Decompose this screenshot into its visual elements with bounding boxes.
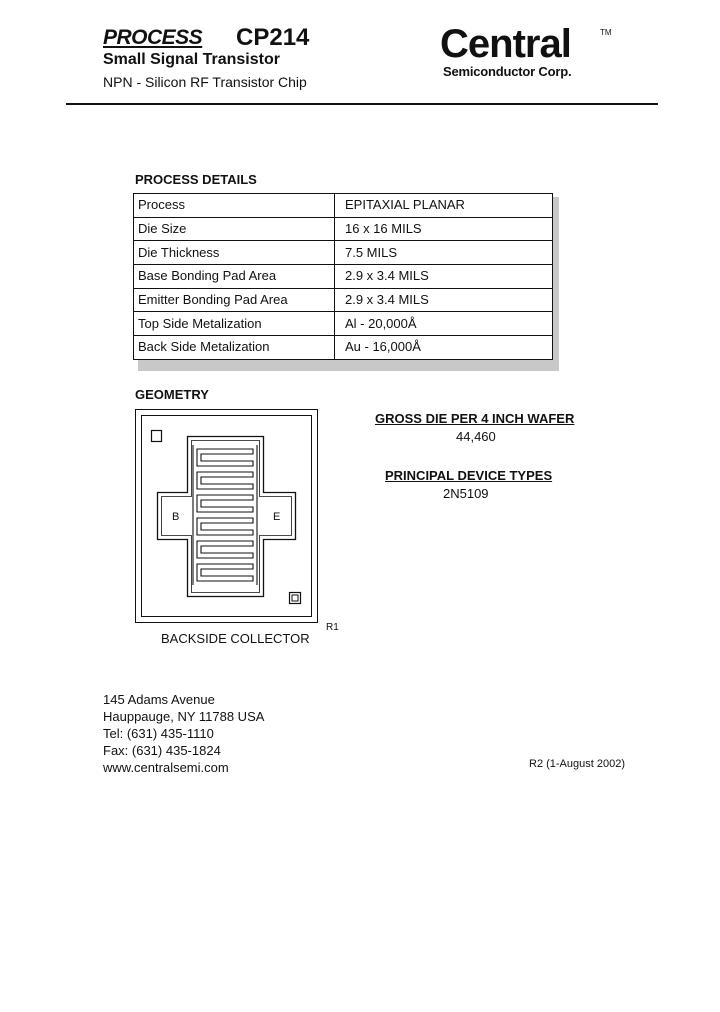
address-street: 145 Adams Avenue [103,692,215,707]
detail-label: Back Side Metalization [134,336,335,360]
address-city: Hauppauge, NY 11788 USA [103,709,265,724]
alignment-mark-icon [290,593,301,604]
detail-value: 16 x 16 MILS [335,217,553,241]
detail-label: Process [134,194,335,218]
address-phone: Tel: (631) 435-1110 [103,726,214,741]
detail-label: Top Side Metalization [134,312,335,336]
geometry-title: GEOMETRY [135,387,209,402]
table-row [134,312,553,336]
header-divider [66,103,658,105]
website-link[interactable]: www.centralsemi.com [103,760,229,775]
document-revision: R2 (1-August 2002) [529,758,625,770]
geometry-caption: BACKSIDE COLLECTOR [161,631,310,646]
detail-value: 2.9 x 3.4 MILS [335,265,553,289]
detail-value: Al - 20,000Å [335,312,553,336]
product-subtitle: Small Signal Transistor [103,51,280,68]
detail-value: 2.9 x 3.4 MILS [335,288,553,312]
detail-value: EPITAXIAL PLANAR [335,194,553,218]
detail-label: Die Thickness [134,241,335,265]
device-types-title: PRINCIPAL DEVICE TYPES [385,468,553,483]
emitter-pad-label: E [273,511,281,523]
die-geometry-drawing [135,409,318,623]
detail-label: Emitter Bonding Pad Area [134,288,335,312]
gross-die-title: GROSS DIE PER 4 INCH WAFER [375,411,575,426]
table-row [134,241,553,265]
base-pad-label: B [172,511,180,523]
table-row [134,265,553,289]
detail-label: Die Size [134,217,335,241]
table-row [134,194,553,218]
company-logo: Central [440,22,571,66]
detail-value: Au - 16,000Å [335,336,553,360]
gross-die-value: 44,460 [456,429,496,444]
process-details-title: PROCESS DETAILS [135,172,257,187]
geometry-revision-mark: R1 [326,622,339,633]
table-row [134,217,553,241]
part-number: CP214 [236,24,310,51]
process-details-table [133,193,553,360]
address-fax: Fax: (631) 435-1824 [103,743,221,758]
trademark-mark: TM [600,28,612,37]
device-types-value: 2N5109 [443,486,489,501]
detail-label: Base Bonding Pad Area [134,265,335,289]
alignment-mark-icon [152,431,162,442]
process-label: PROCESS [103,26,203,49]
table-row [134,288,553,312]
detail-value: 7.5 MILS [335,241,553,265]
table-row [134,336,553,360]
product-description: NPN - Silicon RF Transistor Chip [103,74,307,90]
company-name: Semiconductor Corp. [443,64,572,79]
